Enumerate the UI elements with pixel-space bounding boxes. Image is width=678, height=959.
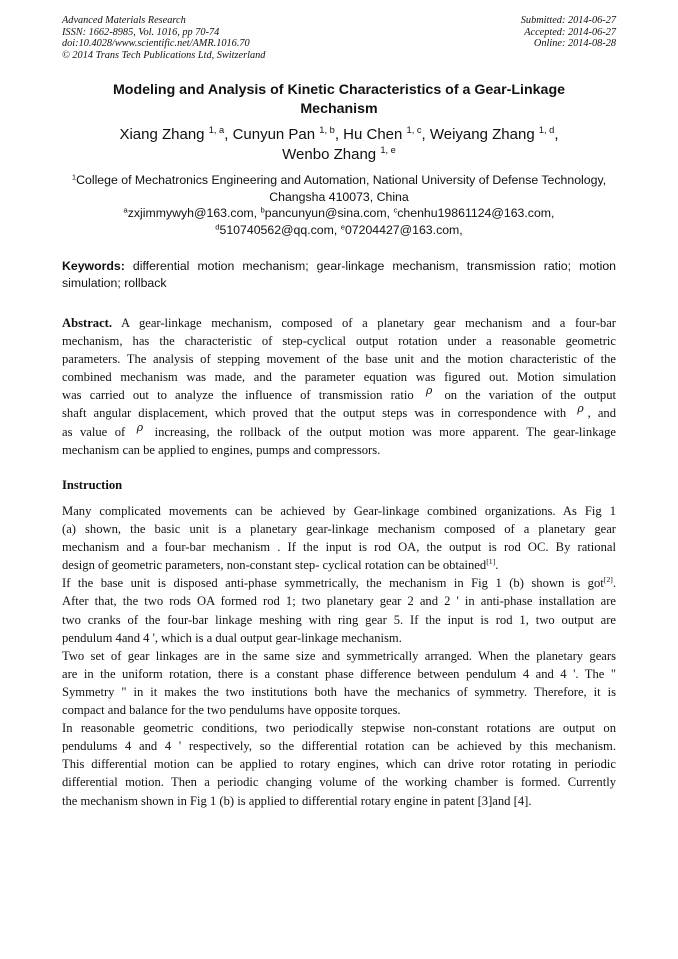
paper-title bbox=[62, 81, 616, 119]
author-name: Xiang Zhang bbox=[119, 126, 205, 143]
title-line-2: Mechanism bbox=[300, 101, 378, 117]
journal-name: Advanced Materials Research bbox=[62, 15, 186, 26]
body-line: This differential motion can be applied to rotary engines, which can drive rotor rotating in periodic bbox=[62, 757, 616, 772]
accepted-date: Accepted: 2014-06-27 bbox=[524, 26, 616, 38]
email-address: 07204427@163.com, bbox=[344, 222, 463, 237]
abstract-line: parameters. The analysis of stepping movement of the base unit and the motion characteristic of the bbox=[62, 352, 616, 367]
abstract-line: shaft angular displacement, which proved that the output steps was in correspondence with ρ , and bbox=[62, 402, 617, 421]
body-line: two cranks of the four-bar linkage meshing with ring gear 5. If the input is rod 1, two output are bbox=[62, 612, 616, 627]
body-line: Many complicated movements can be achieved by Gear-linkage combined organizations. As Fig 1 bbox=[62, 504, 616, 518]
email-address: chenhu19861124@163.com, bbox=[397, 206, 555, 220]
journal-issn: ISSN: 1662-8985, Vol. 1016, pp 70-74 bbox=[62, 26, 220, 38]
author-affil-sup: 1, b bbox=[319, 125, 335, 136]
abstract-line: combined mechanism was made, and the parameter equation was figured out. Motion simulation bbox=[62, 370, 616, 385]
author-name: Hu Chen bbox=[343, 126, 403, 143]
author-line-1: Xiang Zhang $^{1, a}$, Cunyun Pan $^{1, b}$, Hu Chen $^{1, c}$, Weiyang Zhang $^{1, d}$, bbox=[119, 125, 559, 143]
author-affil-sup: 1, c bbox=[406, 125, 422, 136]
abstract-line: mechanism, has the characteristic of step-cyclical output rotation under a reasonable geometric bbox=[62, 334, 616, 349]
body-line: (a) shown, the basic unit is a planetary gear-linkage mechanism composed of a planetary gear bbox=[62, 522, 616, 537]
email-address: 510740562@qq.com, bbox=[219, 222, 341, 237]
body-line: pendulum 4and 4 ', which is a dual output gear-linkage mechanism. bbox=[62, 630, 402, 645]
journal-copyright: © 2014 Trans Tech Publications Ltd, Switzerland bbox=[62, 49, 266, 61]
journal-header bbox=[62, 15, 265, 61]
body-line: design of geometric parameters, non-constant step- cyclical rotation can be obtained[1]. bbox=[62, 557, 499, 573]
abstract-line: Abstract. A gear-linkage mechanism, composed of a planetary gear mechanism and a four-bar bbox=[62, 316, 616, 330]
body-line: Two set of gear linkages are in the same size and symmetrically arranged. When the planetary gears bbox=[62, 648, 616, 663]
author-line-2 bbox=[62, 145, 616, 165]
keywords-text: differential motion mechanism; gear-linkage mechanism, transmission ratio; motion simulation; rollback bbox=[62, 259, 616, 290]
rho-symbol: ρ bbox=[577, 402, 584, 416]
title-line-1: Modeling and Analysis of Kinetic Characteristics of a Gear-Linkage bbox=[112, 82, 565, 98]
abstract-line: was carried out to analyze the influence of transmission ratio ρ on the variation of the output bbox=[62, 384, 617, 403]
author-list bbox=[62, 125, 616, 165]
body-line: In reasonable geometric conditions, two periodically stepwise non-constant rotations are output on bbox=[62, 721, 616, 736]
affiliation-line-2: Changsha 410073, China bbox=[269, 189, 409, 204]
body-line: pendulums 4 and 4 ' respectively, so the differential rotation can be achieved by this mechanism. bbox=[62, 739, 616, 754]
body-text bbox=[62, 502, 616, 810]
abstract-line: mechanism can be applied to engines, pumps and compressors. bbox=[62, 442, 381, 457]
email-address: zxjimmywyh@163.com, bbox=[127, 206, 261, 220]
body-line: are in the uniform rotation, there is a constant phase difference between pendulum 4 and 4 '. The " bbox=[62, 666, 616, 681]
body-line: Symmetry " in it makes the two institutions both have the mechanics of symmetry. Therefore, it is bbox=[62, 684, 616, 699]
author-affil-sup: 1, e bbox=[380, 145, 396, 156]
affiliation-line-1: $^1$College of Mechatronics Engineering and Automation, National University of Defense Technology, bbox=[71, 172, 607, 187]
keywords-section bbox=[62, 258, 616, 292]
abstract-label: Abstract. bbox=[62, 316, 113, 330]
citation-ref: [1] bbox=[486, 557, 496, 567]
rho-symbol: ρ bbox=[425, 384, 433, 398]
keywords-label: Keywords: bbox=[62, 259, 125, 273]
online-date: Online: 2014-08-28 bbox=[533, 38, 616, 49]
body-line: If the base unit is disposed anti-phase symmetrically, the mechanism in Fig 1 (b) shown is got[2]. bbox=[62, 575, 616, 591]
body-line: the mechanism shown in Fig 1 (b) is applied to differential rotary engine in patent [3]and [4]. bbox=[62, 793, 532, 808]
body-line: differential motion. Then a periodic changing volume of the working chamber is formed. Currently bbox=[62, 775, 616, 790]
email-address: pancunyun@sina.com, bbox=[264, 206, 394, 220]
abstract-section bbox=[62, 314, 616, 459]
submitted-date: Submitted: 2014-06-27 bbox=[520, 15, 616, 26]
body-line: After that, the two rods OA formed rod 1; two planetary gear 2 and 2 ' in anti-phase installation are bbox=[62, 594, 616, 609]
abstract-line: as value of ρ increasing, the rollback of the output motion was more apparent. The gear-linkage bbox=[62, 420, 616, 439]
journal-doi: doi:10.4028/www.scientific.net/AMR.1016.70 bbox=[62, 38, 250, 49]
email-line-2: $^d$510740562@qq.com, $^e$07204427@163.com, bbox=[215, 221, 463, 237]
body-line: mechanism and a four-bar mechanism . If the input is rod OA, the output is rod OC. By rational bbox=[62, 540, 616, 555]
section-heading: Instruction bbox=[62, 478, 123, 492]
body-line: compact and balance for the two pendulums have opposite torques. bbox=[62, 703, 401, 718]
dates-header bbox=[521, 15, 616, 50]
affiliation-block bbox=[62, 172, 616, 238]
author-name: Wenbo Zhang bbox=[282, 146, 377, 163]
author-affil-sup: 1, d bbox=[538, 125, 555, 136]
rho-symbol: ρ bbox=[136, 420, 144, 434]
author-name: Weiyang Zhang bbox=[429, 126, 535, 143]
email-line-1: $^a$zxjimmywyh@163.com, $^b$pancunyun@sina.com, $^c$chenhu19861124@163.com, bbox=[123, 205, 555, 220]
author-affil-sup: 1, a bbox=[208, 125, 225, 136]
citation-ref: [2] bbox=[603, 575, 613, 585]
author-name: Cunyun Pan bbox=[232, 126, 316, 143]
